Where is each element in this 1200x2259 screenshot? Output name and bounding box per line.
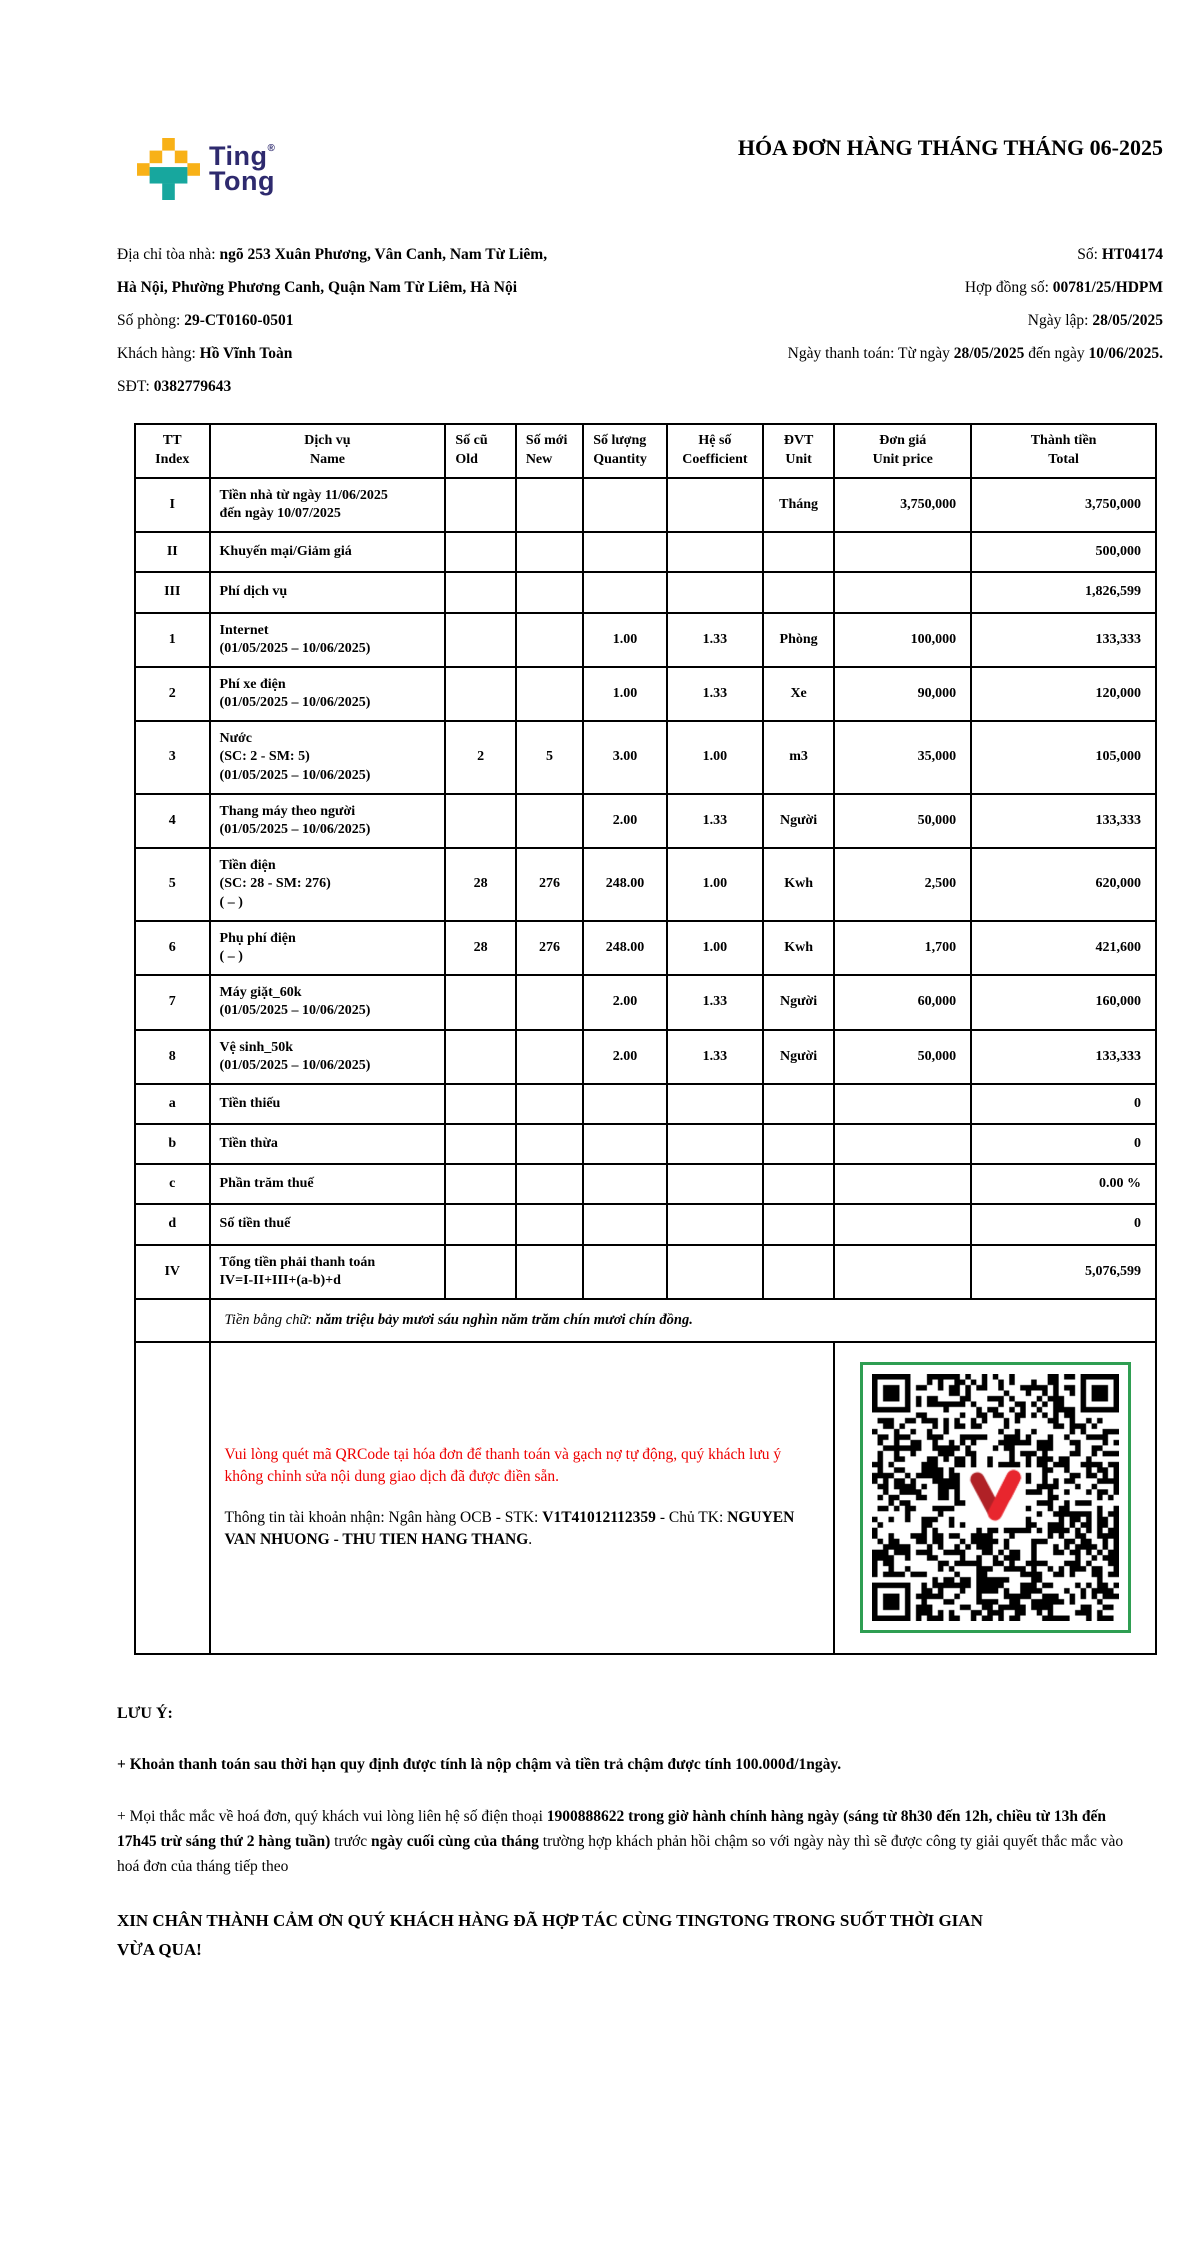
table-row <box>135 1084 1156 1124</box>
cell-unit-price <box>834 1245 971 1299</box>
cell-index: IV <box>135 1245 210 1299</box>
cell-new: 276 <box>516 848 583 921</box>
cell-total: 0 <box>971 1124 1156 1164</box>
cell-new <box>516 1084 583 1124</box>
table-row <box>135 921 1156 975</box>
qr-code-frame <box>860 1362 1131 1633</box>
cell-new <box>516 667 583 721</box>
footer-notes <box>117 1705 1163 1965</box>
cell-index: a <box>135 1084 210 1124</box>
cell-quantity <box>583 1084 667 1124</box>
cell-quantity: 1.00 <box>583 613 667 667</box>
cell-new <box>516 613 583 667</box>
table-row <box>135 478 1156 532</box>
qr-instructions <box>210 1342 835 1654</box>
cell-old <box>445 478 515 532</box>
cell-quantity: 248.00 <box>583 921 667 975</box>
table-row <box>135 975 1156 1029</box>
cell-total: 105,000 <box>971 721 1156 794</box>
cell-unit-price: 1,700 <box>834 921 971 975</box>
cell-new <box>516 975 583 1029</box>
cell-total: 133,333 <box>971 613 1156 667</box>
cell-total: 500,000 <box>971 532 1156 572</box>
cell-unit: Phòng <box>763 613 834 667</box>
table-row <box>135 848 1156 921</box>
issue-date: Ngày lập: 28/05/2025 <box>1027 312 1163 329</box>
cell-new <box>516 1204 583 1244</box>
column-header: Thành tiền Total <box>971 424 1156 478</box>
cell-unit-price: 50,000 <box>834 1030 971 1084</box>
cell-old <box>445 1245 515 1299</box>
cell-new <box>516 1030 583 1084</box>
cell-unit-price: 100,000 <box>834 613 971 667</box>
cell-old <box>445 667 515 721</box>
cell-index: 3 <box>135 721 210 794</box>
cell-unit <box>763 1204 834 1244</box>
column-header: Hệ số Coefficient <box>667 424 763 478</box>
cell-coefficient <box>667 1124 763 1164</box>
cell-name: Internet (01/05/2025 – 10/06/2025) <box>210 613 446 667</box>
cell-unit-price <box>834 532 971 572</box>
cell-new <box>516 572 583 612</box>
cell-total: 421,600 <box>971 921 1156 975</box>
page-title: HÓA ĐƠN HÀNG THÁNG THÁNG 06-2025 <box>737 135 1163 160</box>
cell-name: Tiền nhà từ ngày 11/06/2025 đến ngày 10/07/2025 <box>210 478 446 532</box>
tingtong-logo <box>137 138 275 200</box>
cell-unit-price: 50,000 <box>834 794 971 848</box>
cell-old <box>445 1030 515 1084</box>
cell-unit <box>763 1245 834 1299</box>
building-address-line1: Địa chỉ tòa nhà: ngõ 253 Xuân Phương, Vân Canh, Nam Từ Liêm, <box>117 246 548 263</box>
bank-account-info: Thông tin tài khoản nhận: Ngân hàng OCB - STK: V1T41012112359 - Chủ TK: NGUYEN VAN NHUONG - THU TIEN HANG THANG. <box>224 1508 795 1549</box>
cell-index: 5 <box>135 848 210 921</box>
cell-name: Khuyến mại/Giảm giá <box>210 532 446 572</box>
cell-unit <box>763 572 834 612</box>
cell-old: 28 <box>445 921 515 975</box>
cell-coefficient <box>667 1084 763 1124</box>
cell-index <box>135 1342 210 1654</box>
cell-coefficient <box>667 1245 763 1299</box>
column-header: Đơn giá Unit price <box>834 424 971 478</box>
cell-index: b <box>135 1124 210 1164</box>
cell-coefficient <box>667 1204 763 1244</box>
cell-new: 276 <box>516 921 583 975</box>
cell-unit-price: 35,000 <box>834 721 971 794</box>
column-header: Số lượng Quantity <box>583 424 667 478</box>
cell-coefficient: 1.33 <box>667 975 763 1029</box>
invoice-info-right <box>693 238 1163 403</box>
cell-index: 7 <box>135 975 210 1029</box>
cell-new <box>516 478 583 532</box>
cell-quantity: 248.00 <box>583 848 667 921</box>
cell-coefficient: 1.00 <box>667 921 763 975</box>
table-row <box>135 532 1156 572</box>
cell-old <box>445 572 515 612</box>
table-row <box>135 667 1156 721</box>
cell-coefficient <box>667 532 763 572</box>
cell-total: 1,826,599 <box>971 572 1156 612</box>
cell-unit-price: 60,000 <box>834 975 971 1029</box>
qr-code-cell <box>834 1342 1156 1654</box>
invoice-table-body <box>135 478 1156 1299</box>
column-header: Số mới New <box>516 424 583 478</box>
logo-line2: Tong <box>209 166 275 196</box>
customer-name: Khách hàng: Hồ Vĩnh Toàn <box>117 345 293 362</box>
cell-new <box>516 1164 583 1204</box>
cell-index: 8 <box>135 1030 210 1084</box>
table-row <box>135 1124 1156 1164</box>
cell-name: Số tiền thuế <box>210 1204 446 1244</box>
column-header: ĐVT Unit <box>763 424 834 478</box>
cell-index: II <box>135 532 210 572</box>
cell-name: Tiền thừa <box>210 1124 446 1164</box>
cell-unit: Tháng <box>763 478 834 532</box>
cell-name: Phần trăm thuế <box>210 1164 446 1204</box>
cell-unit: Người <box>763 794 834 848</box>
cell-quantity <box>583 1124 667 1164</box>
cell-total: 120,000 <box>971 667 1156 721</box>
cell-name: Phí dịch vụ <box>210 572 446 612</box>
building-address-line2: Hà Nội, Phường Phương Canh, Quận Nam Từ Liêm, Hà Nội <box>117 279 518 296</box>
cell-old <box>445 613 515 667</box>
cell-name: Tiền điện (SC: 28 - SM: 276) ( – ) <box>210 848 446 921</box>
cell-old <box>445 1204 515 1244</box>
cell-index: d <box>135 1204 210 1244</box>
cell-unit-price <box>834 1084 971 1124</box>
cell-new <box>516 1124 583 1164</box>
column-header: Dịch vụ Name <box>210 424 446 478</box>
table-header-row <box>135 424 1156 478</box>
cell-coefficient: 1.00 <box>667 721 763 794</box>
cell-name: Máy giặt_60k (01/05/2025 – 10/06/2025) <box>210 975 446 1029</box>
cell-index: 6 <box>135 921 210 975</box>
cell-unit <box>763 1084 834 1124</box>
cell-unit: m3 <box>763 721 834 794</box>
cell-total: 0 <box>971 1204 1156 1244</box>
cell-total: 160,000 <box>971 975 1156 1029</box>
cell-unit-price <box>834 1204 971 1244</box>
cell-index: c <box>135 1164 210 1204</box>
cell-unit: Kwh <box>763 848 834 921</box>
cell-new <box>516 1245 583 1299</box>
cell-total: 620,000 <box>971 848 1156 921</box>
cell-old: 28 <box>445 848 515 921</box>
cell-old <box>445 975 515 1029</box>
cell-index: 4 <box>135 794 210 848</box>
cell-unit-price <box>834 1124 971 1164</box>
customer-phone: SĐT: 0382779643 <box>117 378 232 395</box>
room-number: Số phòng: 29-CT0160-0501 <box>117 312 294 329</box>
cell-index: III <box>135 572 210 612</box>
cell-quantity <box>583 1164 667 1204</box>
cell-name: Phụ phí điện ( – ) <box>210 921 446 975</box>
qr-payment-row <box>135 1342 1156 1654</box>
cell-old <box>445 1084 515 1124</box>
cell-old <box>445 1164 515 1204</box>
cell-unit-price: 3,750,000 <box>834 478 971 532</box>
cell-old <box>445 532 515 572</box>
cell-coefficient <box>667 478 763 532</box>
late-payment-note: + Khoản thanh toán sau thời hạn quy định được tính là nộp chậm và tiền trả chậm được tính 100.000đ/1ngày. <box>117 1755 842 1773</box>
contract-number: Hợp đồng số: 00781/25/HDPM <box>964 279 1163 296</box>
tingtong-logo-icon <box>137 138 200 200</box>
cell-name: Tiền thiếu <box>210 1084 446 1124</box>
invoice-table <box>134 423 1157 1655</box>
cell-coefficient: 1.33 <box>667 613 763 667</box>
cell-quantity: 1.00 <box>583 667 667 721</box>
invoice-info <box>117 238 1163 403</box>
thank-you-message: XIN CHÂN THÀNH CẢM ƠN QUÝ KHÁCH HÀNG ĐÃ HỢP TÁC CÙNG TINGTONG TRONG SUỐT THỜI GIAN VỪA QUA! <box>117 1911 983 1960</box>
cell-coefficient: 1.33 <box>667 1030 763 1084</box>
registered-mark: ® <box>267 142 275 154</box>
logo-wordmark <box>209 140 275 196</box>
cell-total: 133,333 <box>971 1030 1156 1084</box>
cell-index: 2 <box>135 667 210 721</box>
cell-name: Thang máy theo người (01/05/2025 – 10/06/2025) <box>210 794 446 848</box>
cell-index: I <box>135 478 210 532</box>
qr-code <box>872 1374 1119 1621</box>
cell-unit <box>763 1164 834 1204</box>
table-row <box>135 721 1156 794</box>
payment-period: Ngày thanh toán: Từ ngày 28/05/2025 đến ngày 10/06/2025. <box>787 345 1163 362</box>
cell-quantity: 2.00 <box>583 975 667 1029</box>
footer-note-label: LƯU Ý: <box>117 1704 173 1722</box>
cell-unit: Người <box>763 1030 834 1084</box>
cell-old <box>445 1124 515 1164</box>
qr-notice-text: Vui lòng quét mã QRCode tại hóa đơn để thanh toán và gạch nợ tự động, quý khách lưu ý không chỉnh sửa nội dung giao dịch đã được điền sẵn. <box>224 1445 782 1486</box>
logo-line1: Ting <box>209 140 268 171</box>
invoice-number: Số: HT04174 <box>1077 246 1163 263</box>
cell-total: 3,750,000 <box>971 478 1156 532</box>
cell-quantity <box>583 572 667 612</box>
amount-in-words-row <box>135 1299 1156 1342</box>
cell-quantity: 2.00 <box>583 1030 667 1084</box>
hotline-note: + Mọi thắc mắc về hoá đơn, quý khách vui lòng liên hệ số điện thoại 1900888622 trong giờ hành chính hàng ngày (sáng từ 8h30 đến 12h, chiều từ 13h đến 17h45 trừ sáng thứ 2 hàng tuần) trước ngày cuối cùng của tháng trường hợp khách phản hồi chậm so với ngày này thì sẽ được công ty giải quyết thắc mắc vào hoá đơn của tháng tiếp theo <box>117 1807 1124 1876</box>
cell-unit <box>763 532 834 572</box>
cell-unit-price <box>834 572 971 612</box>
cell-new <box>516 794 583 848</box>
column-header: Số cũ Old <box>445 424 515 478</box>
cell-coefficient <box>667 1164 763 1204</box>
table-row <box>135 1164 1156 1204</box>
cell-quantity <box>583 532 667 572</box>
cell-coefficient: 1.33 <box>667 667 763 721</box>
cell-unit <box>763 1124 834 1164</box>
table-row <box>135 1030 1156 1084</box>
cell-quantity: 2.00 <box>583 794 667 848</box>
cell-coefficient: 1.00 <box>667 848 763 921</box>
cell-unit-price: 90,000 <box>834 667 971 721</box>
table-row <box>135 572 1156 612</box>
cell-total: 0.00 % <box>971 1164 1156 1204</box>
cell-unit-price <box>834 1164 971 1204</box>
cell-quantity <box>583 1245 667 1299</box>
column-header: TT Index <box>135 424 210 478</box>
cell-total: 5,076,599 <box>971 1245 1156 1299</box>
table-row <box>135 1204 1156 1244</box>
header <box>117 130 1163 200</box>
cell-old: 2 <box>445 721 515 794</box>
cell-total: 0 <box>971 1084 1156 1124</box>
cell-old <box>445 794 515 848</box>
table-row <box>135 794 1156 848</box>
cell-quantity <box>583 1204 667 1244</box>
table-row <box>135 613 1156 667</box>
cell-name: Vệ sinh_50k (01/05/2025 – 10/06/2025) <box>210 1030 446 1084</box>
invoice-info-left <box>117 238 692 403</box>
cell-name: Nước (SC: 2 - SM: 5) (01/05/2025 – 10/06/2025) <box>210 721 446 794</box>
cell-new <box>516 532 583 572</box>
cell-name: Phí xe điện (01/05/2025 – 10/06/2025) <box>210 667 446 721</box>
table-row <box>135 1245 1156 1299</box>
cell-total: 133,333 <box>971 794 1156 848</box>
cell-quantity: 3.00 <box>583 721 667 794</box>
cell-name: Tổng tiền phải thanh toán IV=I-II+III+(a-b)+d <box>210 1245 446 1299</box>
cell-unit-price: 2,500 <box>834 848 971 921</box>
cell-quantity <box>583 478 667 532</box>
cell-coefficient <box>667 572 763 612</box>
cell-index: 1 <box>135 613 210 667</box>
cell-new: 5 <box>516 721 583 794</box>
cell-coefficient: 1.33 <box>667 794 763 848</box>
cell-unit: Người <box>763 975 834 1029</box>
amount-in-words: Tiền bằng chữ: năm triệu bảy mươi sáu nghìn năm trăm chín mươi chín đồng. <box>210 1299 1156 1342</box>
cell-unit: Kwh <box>763 921 834 975</box>
cell-index <box>135 1299 210 1342</box>
cell-unit: Xe <box>763 667 834 721</box>
